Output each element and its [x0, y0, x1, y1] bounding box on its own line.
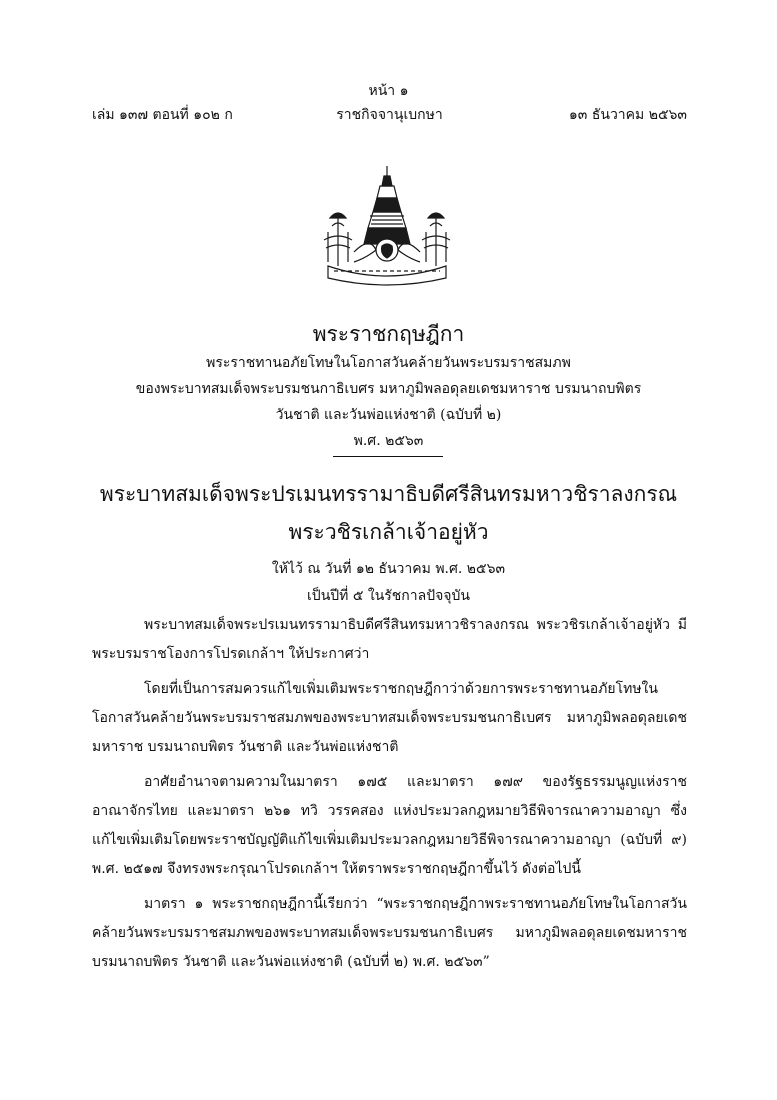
decree-body [92, 611, 687, 977]
decree-subtitle-line: วันชาติ และวันพ่อแห่งชาติ (ฉบับที่ ๒) [275, 407, 502, 423]
decree-subtitle-line: พระราชทานอภัยโทษในโอกาสวันคล้ายวันพระบรมราชสมภพ [206, 355, 571, 371]
body-paragraph: พระบาทสมเด็จพระปรเมนทรรามาธิบดีศรีสินทรมหาวชิราลงกรณ พระวชิรเกล้าเจ้าอยู่หัว มีพระบรมราชโองการโปรดเกล้าฯ ให้ประกาศว่า [92, 617, 687, 662]
volume-issue: เล่ม ๑๓๗ ตอนที่ ๑๐๒ ก [92, 107, 233, 123]
publication-name: ราชกิจจานุเบกษา [336, 107, 443, 123]
body-paragraph: อาศัยอำนาจตามความในมาตรา ๑๗๕ และมาตรา ๑๗๙ ของรัฐธรรมนูญแห่งราชอาณาจักรไทย และมาตรา ๒๖๑ ทวิ วรรคสอง แห่งประมวลกฎหมายวิธีพิจารณาความอาญา ซึ่งแก้ไขเพิ่มเติมโดยพระราชบัญญัติแก้ไขเพิ่มเติมประมวลกฎหมายวิธีพิจารณาความอาญา (ฉบับที่ ๙) พ.ศ. ๒๕๑๗ จึงทรงพระกรุณาโปรดเกล้าฯ ให้ตราพระราชกฤษฎีกาขึ้นไว้ ดังต่อไปนี้ [92, 774, 687, 877]
decree-title: พระราชกฤษฎีกา [312, 322, 465, 346]
garuda-royal-emblem-icon [314, 162, 460, 292]
decree-subtitle-line: ของพระบาทสมเด็จพระบรมชนกาธิเบศร มหาภูมิพลอดุลยเดชมหาราช บรมนาถบพิตร [135, 381, 642, 397]
reign-year: เป็นปีที่ ๕ ในรัชกาลปัจจุบัน [307, 588, 470, 604]
given-date: ให้ไว้ ณ วันที่ ๑๒ ธันวาคม พ.ศ. ๒๕๖๓ [271, 561, 506, 577]
king-name-line: พระวชิรเกล้าเจ้าอยู่หัว [288, 520, 489, 544]
page-number: หน้า ๑ [368, 83, 409, 99]
divider [333, 456, 443, 457]
decree-year: พ.ศ. ๒๕๖๓ [353, 433, 424, 449]
body-paragraph: โดยที่เป็นการสมควรแก้ไขเพิ่มเติมพระราชกฤษฎีกาว่าด้วยการพระราชทานอภัยโทษในโอกาสวันคล้ายวันพระบรมราชสมภพของพระบาทสมเด็จพระบรมชนกาธิเบศร มหาภูมิพลอดุลยเดชมหาราช บรมนาถบพิตร วันชาติ และวันพ่อแห่งชาติ [92, 681, 687, 755]
king-name-line: พระบาทสมเด็จพระปรเมนทรรามาธิบดีศรีสินทรมหาวชิราลงกรณ [99, 482, 678, 506]
publication-date: ๑๓ ธันวาคม ๒๕๖๓ [568, 107, 687, 123]
section-1-paragraph: มาตรา ๑ พระราชกฤษฎีกานี้เรียกว่า “พระราชกฤษฎีกาพระราชทานอภัยโทษในโอกาสวันคล้ายวันพระบรมราชสมภพของพระบาทสมเด็จพระบรมชนกาธิเบศร มหาภูมิพลอดุลยเดชมหาราช บรมนาถบพิตร วันชาติ และวันพ่อแห่งชาติ (ฉบับที่ ๒) พ.ศ. ๒๕๖๓” [92, 896, 687, 970]
